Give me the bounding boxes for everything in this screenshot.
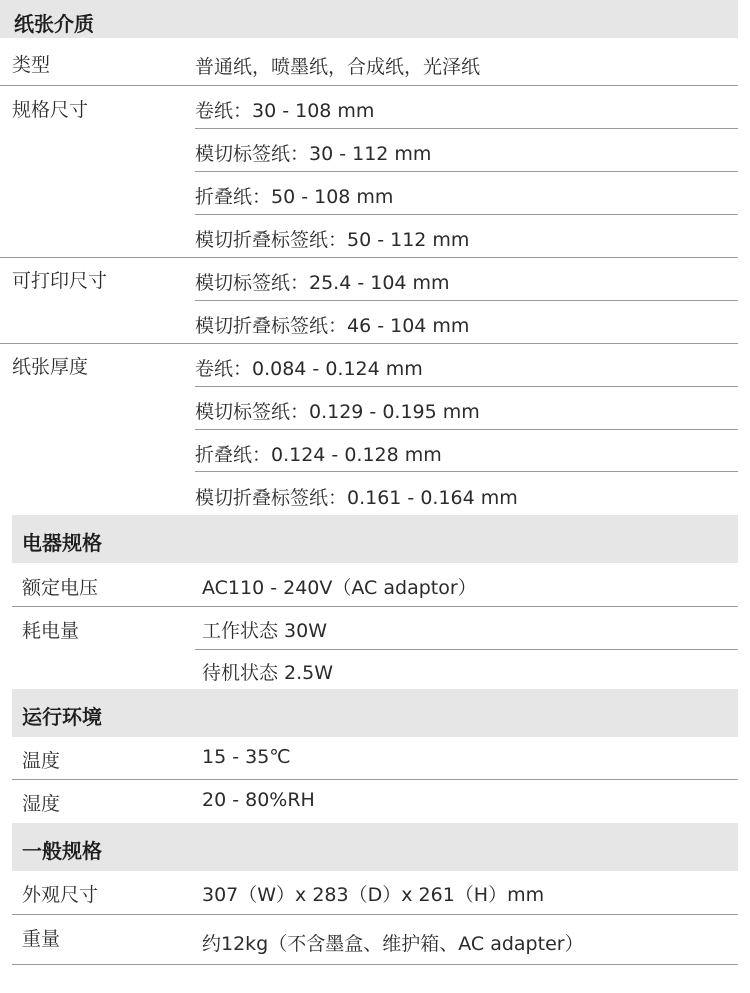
row-label-power: 耗电量 [22,620,80,642]
divider [0,343,738,344]
divider [0,85,738,86]
row-value-temperature: 15 - 35℃ [202,746,291,768]
section-header-paper [0,0,738,38]
divider [12,606,738,607]
section-title-environment: 运行环境 [22,705,102,729]
divider [12,964,738,965]
divider [195,300,738,301]
row-value-size-diecut: 模切标签纸：30 - 112 mm [195,143,432,165]
row-label-weight: 重量 [22,928,61,950]
section-header-environment [12,689,738,737]
row-label-humidity: 湿度 [22,793,61,815]
divider [195,171,738,172]
row-value-dimensions: 307（W）x 283（D）x 261（H）mm [202,884,545,906]
row-value-printable-diecut-fanfold: 模切折叠标签纸：46 - 104 mm [195,315,470,337]
section-header-general [12,823,738,871]
divider [195,649,738,650]
divider [195,386,738,387]
row-label-size: 规格尺寸 [12,99,89,121]
divider [195,128,738,129]
row-value-size-roll: 卷纸：30 - 108 mm [195,100,375,122]
divider [195,214,738,215]
row-value-type: 普通纸，喷墨纸，合成纸，光泽纸 [195,56,481,78]
row-value-power-working: 工作状态 30W [202,620,328,642]
row-value-thickness-fanfold: 折叠纸：0.124 - 0.128 mm [195,444,442,466]
divider [12,779,738,780]
row-label-dimensions: 外观尺寸 [22,884,99,906]
row-value-size-fanfold: 折叠纸：50 - 108 mm [195,186,394,208]
row-value-thickness-roll: 卷纸：0.084 - 0.124 mm [195,358,423,380]
row-value-thickness-diecut-fanfold: 模切折叠标签纸：0.161 - 0.164 mm [195,487,518,509]
row-label-type: 类型 [12,54,51,76]
section-title-electrical: 电器规格 [22,531,102,555]
divider [0,257,738,258]
row-value-weight: 约12kg（不含墨盒、维护箱、AC adapter） [202,933,584,955]
row-value-printable-diecut: 模切标签纸：25.4 - 104 mm [195,272,450,294]
row-label-voltage: 额定电压 [22,577,99,599]
row-value-humidity: 20 - 80%RH [202,789,315,811]
divider [12,914,738,915]
row-value-power-standby: 待机状态 2.5W [202,662,334,684]
row-value-size-diecut-fanfold: 模切折叠标签纸：50 - 112 mm [195,229,470,251]
divider [195,471,738,472]
section-title-paper: 纸张介质 [14,12,94,36]
section-title-general: 一般规格 [22,839,102,863]
row-label-temperature: 温度 [22,750,61,772]
row-value-thickness-diecut: 模切标签纸：0.129 - 0.195 mm [195,401,480,423]
section-header-electrical [12,515,738,563]
row-label-printable: 可打印尺寸 [12,270,108,292]
row-label-thickness: 纸张厚度 [12,356,89,378]
row-value-voltage: AC110 - 240V（AC adaptor） [202,577,477,599]
divider [195,429,738,430]
